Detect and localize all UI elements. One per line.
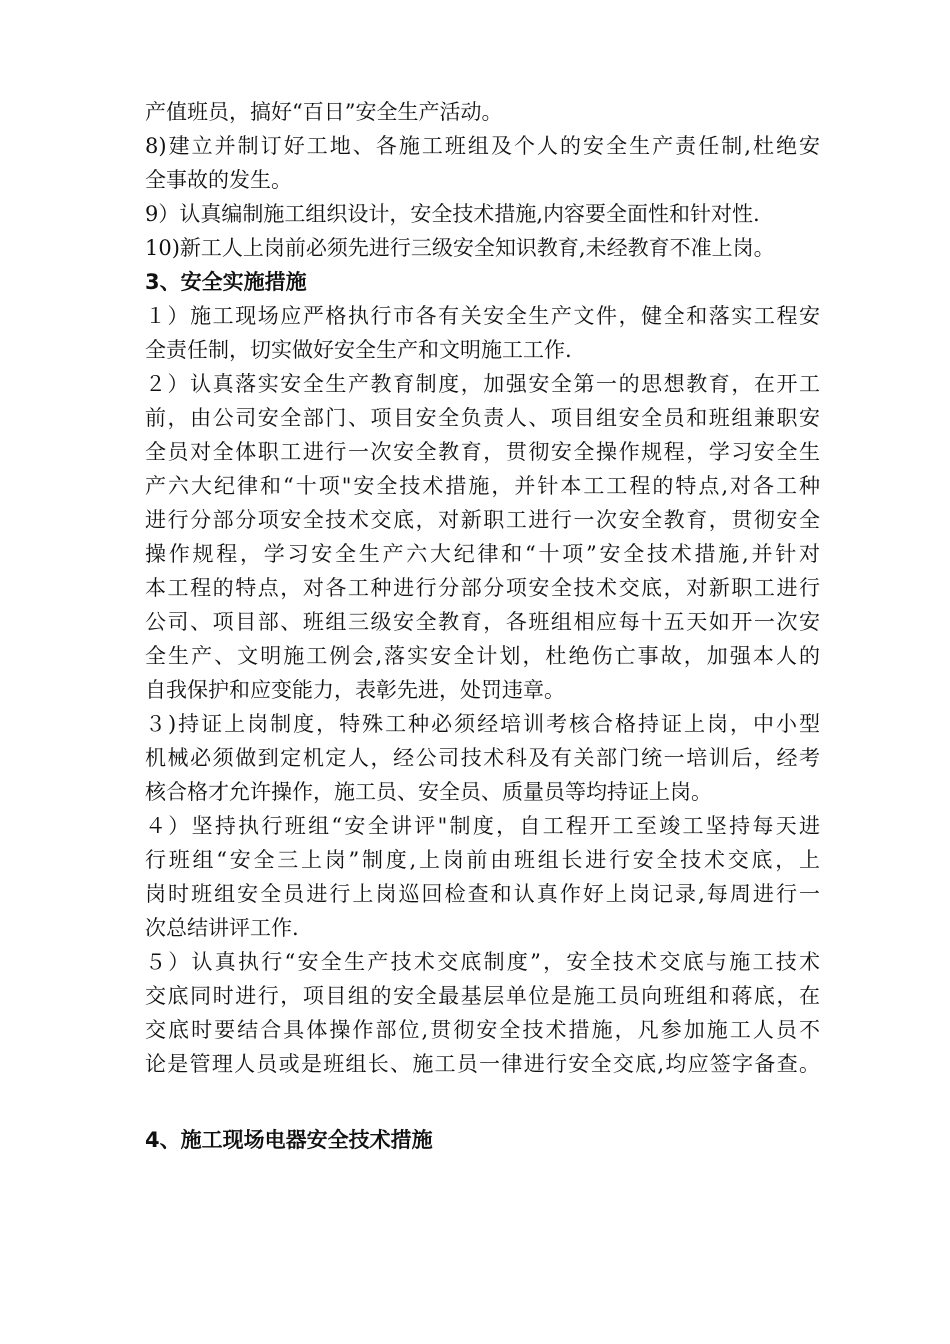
- text-line: 产六大纪律和“十项"安全技术措施，并针本工工程的特点,对各工种: [145, 474, 820, 498]
- text-line: 全责任制，切实做好安全生产和文明施工工作.: [145, 338, 572, 362]
- text-line: 10)新工人上岗前必须先进行三级安全知识教育,未经教育不准上岗。: [145, 236, 775, 260]
- section-heading-3: 3、安全实施措施: [145, 270, 307, 294]
- text-line: 自我保护和应变能力，表彰先进，处罚违章。: [145, 678, 565, 702]
- text-line: 机械必须做到定机定人，经公司技术科及有关部门统一培训后，经考: [145, 746, 820, 770]
- text-line: 全生产、文明施工例会,落实安全计划，杜绝伤亡事故，加强本人的: [145, 644, 820, 668]
- text-line: 论是管理人员或是班组长、施工员一律进行安全交底,均应签字备查。: [145, 1052, 820, 1076]
- text-line: 次总结讲评工作.: [145, 916, 299, 940]
- document-body: [145, 95, 820, 1157]
- text-line: 行班组“安全三上岗”制度,上岗前由班组长进行安全技术交底，上: [145, 848, 820, 872]
- text-line: 核合格才允许操作，施工员、安全员、质量员等均持证上岗。: [145, 780, 712, 804]
- text-line: 交底时要结合具体操作部位,贯彻安全技术措施，凡参加施工人员不: [145, 1018, 820, 1042]
- text-line: 公司、项目部、班组三级安全教育，各班组相应每十五天如开一次安: [145, 610, 820, 634]
- paragraph-gap: [145, 1081, 820, 1123]
- text-line: ５）认真执行“安全生产技术交底制度”，安全技术交底与施工技术: [145, 950, 820, 974]
- text-line: 进行分部分项安全技术交底，对新职工进行一次安全教育，贯彻安全: [145, 508, 820, 532]
- text-line: １）施工现场应严格执行市各有关安全生产文件，健全和落实工程安: [145, 304, 820, 328]
- text-line: 8)建立并制订好工地、各施工班组及个人的安全生产责任制,杜绝安: [145, 134, 820, 158]
- text-line: 全员对全体职工进行一次安全教育，贯彻安全操作规程，学习安全生: [145, 440, 820, 464]
- text-line: 本工程的特点，对各工种进行分部分项安全技术交底，对新职工进行: [145, 576, 820, 600]
- text-line: 岗时班组安全员进行上岗巡回检查和认真作好上岗记录,每周进行一: [145, 882, 820, 906]
- text-line: 前，由公司安全部门、项目安全负责人、项目组安全员和班组兼职安: [145, 406, 820, 430]
- section-heading-4: 4、施工现场电器安全技术措施: [145, 1128, 433, 1152]
- text-line: 全事故的发生。: [145, 168, 292, 192]
- text-line: ３)持证上岗制度，特殊工种必须经培训考核合格持证上岗，中小型: [145, 712, 820, 736]
- text-line: ４）坚持执行班组“安全讲评"制度，自工程开工至竣工坚持每天进: [145, 814, 820, 838]
- text-line: 操作规程，学习安全生产六大纪律和“十项”安全技术措施,并针对: [145, 542, 820, 566]
- text-line: ２）认真落实安全生产教育制度，加强安全第一的思想教育，在开工: [145, 372, 820, 396]
- text-line: 9）认真编制施工组织设计，安全技术措施,内容要全面性和针对性.: [145, 202, 760, 226]
- text-line: 交底同时进行，项目组的安全最基层单位是施工员向班组和蒋底，在: [145, 984, 820, 1008]
- text-line: 产值班员，搞好“百日”安全生产活动。: [145, 100, 503, 124]
